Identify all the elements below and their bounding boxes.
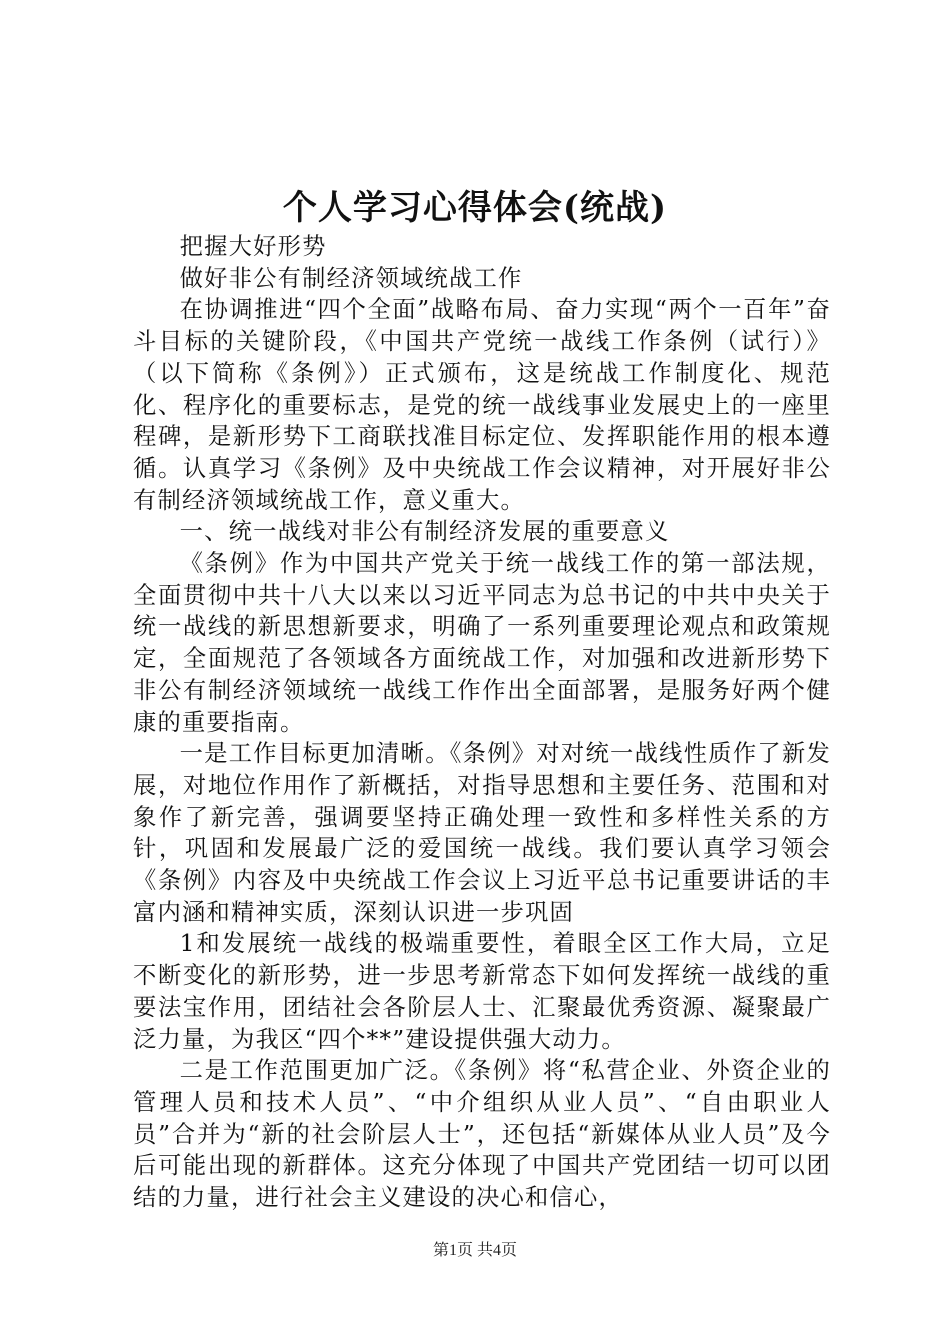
paragraph-point-2: 二是工作范围更加广泛。《条例》将“私营企业、外资企业的管理人员和技术人员”、“中介组织从业人员”、“自由职业人员”合并为“新的社会阶层人士”，还包括“新媒体从业人员”及今后可能出现的新群体。这充分体现了中国共产党团结一切可以团结的力量，进行社会主义建设的决心和信心， (133, 1057, 831, 1212)
paragraph-significance: 《条例》作为中国共产党关于统一战线工作的第一部法规，全面贯彻中共十八大以来以习近平同志为总书记的中共中央关于统一战线的新思想新要求，明确了一系列重要理论观点和政策规定，全面规范了各领域各方面统战工作，对加强和改进新形势下非公有制经济领域统一战线工作作出全面部署，是服务好两个健康的重要指南。 (133, 550, 831, 736)
page-number-footer: 第1页 共4页 (432, 1242, 517, 1259)
paragraph-subtitle-2: 做好非公有制经济领域统战工作 (179, 264, 523, 292)
section-heading-1: 一、统一战线对非公有制经济发展的重要意义 (179, 518, 670, 546)
paragraph-point-1: 一是工作目标更加清晰。《条例》对对统一战线性质作了新发展，对地位作用作了新概括，对指导思想和主要任务、范围和对象作了新完善，强调要坚持正确处理一致性和多样性关系的方针，巩固和发展最广泛的爱国统一战线。我们要认真学习领会《条例》内容及中央统战工作会议上习近平总书记重要讲话的丰富内涵和精神实质，深刻认识进一步巩固 (133, 740, 831, 926)
document-title: 个人学习心得体会(统战) (282, 188, 668, 228)
paragraph-point-1-cont: 1和发展统一战线的极端重要性，着眼全区工作大局，立足不断变化的新形势，进一步思考新常态下如何发挥统一战线的重要法宝作用，团结社会各阶层人士、汇聚最优秀资源、凝聚最广泛力量，为我区“四个**”建设提供强大动力。 (133, 930, 831, 1053)
document-body (133, 231, 831, 1214)
paragraph-subtitle-1: 把握大好形势 (179, 233, 327, 260)
paragraph-intro: 在协调推进“四个全面”战略布局、奋力实现“两个一百年”奋斗目标的关键阶段，《中国共产党统一战线工作条例（试行）》（以下简称《条例》）正式颁布，这是统战工作制度化、规范化、程序化的重要标志，是党的统一战线事业发展史上的一座里程碑，是新形势下工商联找准目标定位、发挥职能作用的根本遵循。认真学习《条例》及中央统战工作会议精神，对开展好非公有制经济领域统战工作，意义重大。 (133, 296, 831, 514)
